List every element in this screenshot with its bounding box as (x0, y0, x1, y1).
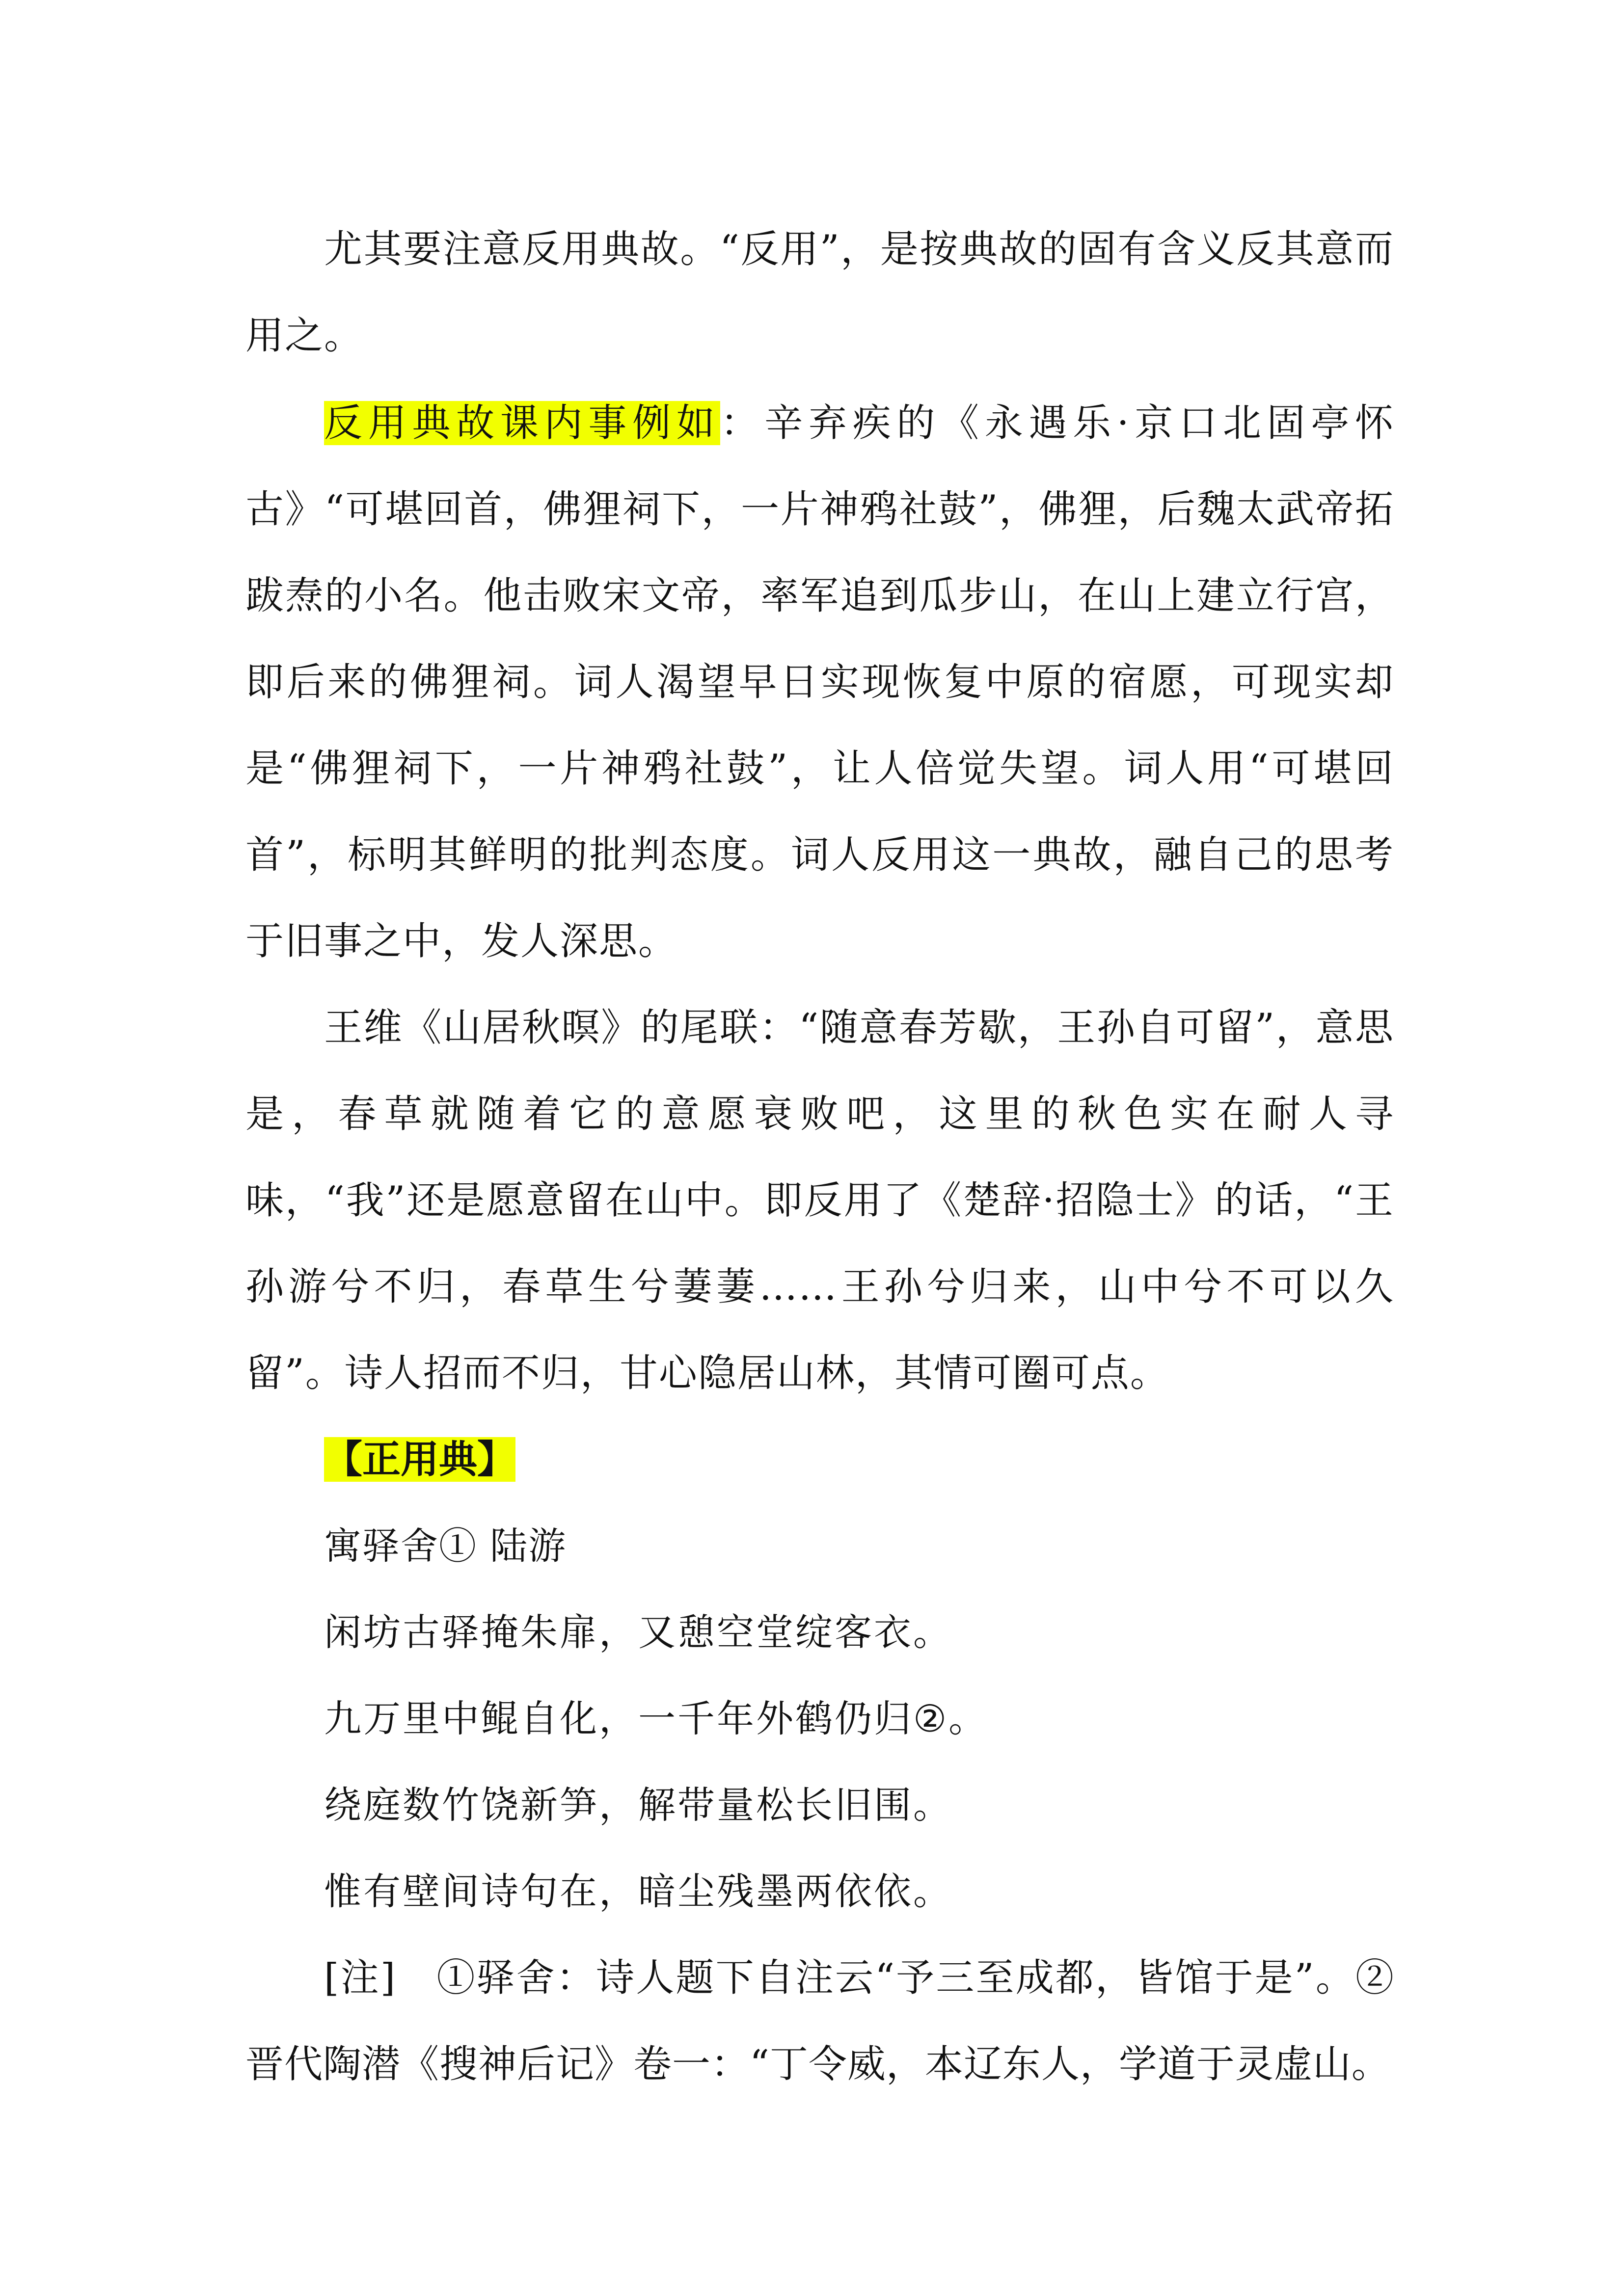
paragraph-xin-qiji-example (245, 380, 1394, 985)
poem-line: 九万里中鲲自化，一千年外鹤仍归②。 (324, 1697, 988, 1740)
poem-line: 绕庭数竹饶新笋，解带量松长旧围。 (324, 1783, 952, 1827)
paragraph-wang-wei-example: 王维《山居秋暝》的尾联：“随意春芳歇，王孙自可留”，意思是，春草就随着它的意愿衰败吧，这里的秋色实在耐人寻味，“我”还是愿意留在山中。即反用了《楚辞·招隐士》的话，“王孙游兮不归，春草生兮萋萋……王孙兮归来，山中兮不可以久留”。诗人招而不归，甘心隐居山林，其情可圈可点。 (245, 1006, 1394, 1395)
section-label-highlight: 【正用典】 (324, 1437, 516, 1482)
poem-title: 寓驿舍① 陆游 (324, 1524, 567, 1568)
poem-note: [注] ①驿舍：诗人题下自注云“予三至成都，皆馆于是”。②晋代陶潜《搜神后记》卷一：“丁令威，本辽东人，学道于灵虚山。 (245, 1956, 1394, 2086)
paragraph-reverse-allusion: 尤其要注意反用典故。“反用”，是按典故的固有含义反其意而用之。 (245, 227, 1394, 358)
poem-line: 闲坊古驿掩朱扉，又憩空堂绽客衣。 (324, 1610, 952, 1654)
paragraph-xin-qiji-text: ：辛弃疾的《永遇乐·京口北固亭怀古》“可堪回首，佛狸祠下，一片神鸦社鼓”，佛狸，后魏太武帝拓跋焘的小名。他击败宋文帝，率军追到瓜步山，在山上建立行宫，即后来的佛狸祠。词人渴望早日实现恢复中原的宿愿，可现实却是“佛狸祠下，一片神鸦社鼓”，让人倍觉失望。词人用“可堪回首”，标明其鲜明的批判态度。词人反用这一典故，融自己的思考于旧事之中，发人深思。 (245, 401, 1394, 963)
document-page (245, 206, 1394, 2108)
section-label (245, 1416, 1394, 1503)
highlight-example-label: 反用典故课内事例如 (324, 401, 721, 445)
poem-line: 惟有壁间诗句在，暗尘残墨两依依。 (324, 1869, 952, 1913)
